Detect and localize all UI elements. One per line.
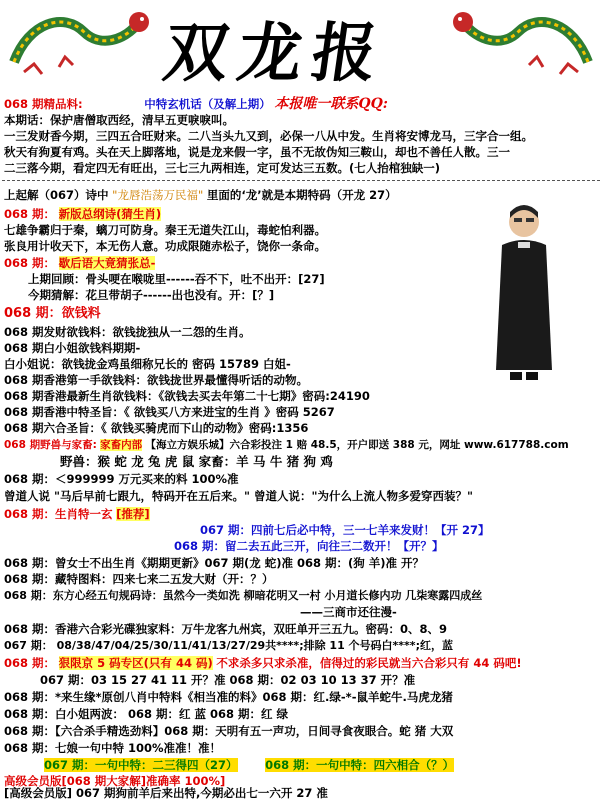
poem-line: 一三发财香今期，三四五合旺财来。二八当头九又到，必保一八从中发。生肖将安博龙马，三字合一组。 [4,129,533,143]
clue-line: 曾道人说 "马后早前七跟九，特码开在五后来。" 曾道人说："为什么上流人物多爱穿西装？" [4,489,473,503]
clue-line: 068 期：曾女士不出生肖《期期更新》067 期(龙 蛇)准 068 期：(狗 羊)准 开？ [4,556,425,570]
section-heading: 068 期： 歇后语大竟猜张总- [4,256,156,270]
dragon-icon [448,2,598,86]
hint-line: 067 期：四前七后必中特，三一七羊来发财！【开 27】 [200,523,490,537]
poem-line: 七雄争霸归于秦，螭刀可防身。秦王无道失江山，毒蛇怕利器。 [4,223,326,237]
qq-line: 068 期精品料: 中特玄机话（及解上期） 本报唯一联系QQ: [4,96,388,112]
clue-line: ——三商市还往漫- [300,605,397,619]
period-phrase: 本期话：保护唐僧取西经，清早五更唳唳叫。 [4,113,234,127]
poem-line: 张良用计收天下，本无伤人意。功成限随赤松子，饶你一条命。 [4,239,326,253]
clue-line: 068 期：东方心经五句规码诗：虽然今一类如洗 柳暗花明又一村 小月道长修内功 几柒寒露四成丝 [4,589,483,602]
ad-line: 068 期野兽与家畜: 家畜内部 【海立方娱乐城】六合彩投注 1 赔 48.5，开户即送 388 元，网址 www.617788.com [4,439,569,451]
dragon-icon [4,2,154,86]
riddle-line: 上期回顾：骨头哽在喉咙里------吞不下，吐不出开：[27] [28,272,325,286]
clue-line: 068 期：香港六合彩光碟独家料：万牛龙客九州宾，双旺单开三五九。密码：0、8、9 [4,622,448,636]
section-heading: 068 期： 新版总纲诗(猜生肖) [4,207,162,221]
section-heading: 068 期：欲钱料 [4,306,101,321]
poem-line: 二三落今期，看定四无有旺出，三七三九两相连，定可发达三五数。(七人抬棺独缺一) [4,161,441,175]
clue-line: 068 期：七娘一句中特 100%准准！准！ [4,741,222,755]
clue-line: 068 期：白小姐两波： 068 期：红 蓝 068 期：红 绿 [4,707,289,721]
clue-line: 068 期香港第一手欲钱料：欲钱拢世界最懂得听话的动物。 [4,373,309,387]
riddle-line: 今期猜解：花旦带胡子------出也没有。开：[？] [28,288,275,302]
divider [2,180,600,181]
section-heading: 高级会员版[068 期大家解]准确率 100%] [4,774,226,788]
clue-line: 068 期：藏特图料：四来七来二五发大财（开：？） [4,572,274,586]
section-heading: 068 期：生肖特一玄 [推荐] [4,507,150,521]
clue-line: 068 期白小姐欲钱料期期- [4,341,141,355]
last-period-note: 上起解（067）诗中 "龙唇浩荡万民福" 里面的‘龙’就是本期特码（开龙 27） [4,188,397,202]
masthead [0,0,602,92]
numbers-line: 067 期：03 15 27 41 11 开？准 068 期：02 03 10 13 37 开？准 [40,673,416,687]
vip-line: [高级会员版] 067 期狗前羊后来出特,今期必出七一六开 27 准 [4,786,328,800]
clue-line: 068 期：＜999999 万元买来的料 100%准 [4,472,239,486]
one-line-hint: 067 期：一句中特：二三得四（27） 068 期：一句中特：四六相合（？） [44,758,455,772]
clue-line: 067 期： 08/38/47/04/25/30/11/41/13/27/29共****;排除 11 个号码白****;红，蓝 [4,639,453,652]
clue-line: 068 期六合圣旨：《 欲钱买骑虎而下山的动物》密码:1356 [4,421,309,435]
clue-line: 068 期香港中特圣旨：《 欲钱买八方来进宝的生肖 》密码 5267 [4,405,335,419]
hint-line: 068 期：留二去五此三开，向往三二数开！【开？】 [174,539,444,553]
clue-line: 068 期香港最新生肖欲钱料：《欲钱去买去年第二十七期》密码:24190 [4,389,370,403]
clue-line: 白小姐说：欲钱拢金鸡虽细称兄长的 密码 15789 白姐- [4,357,291,371]
poem-line: 秋天有狗夏有鸡。头在天上脚落地，说是龙来假一字，虽不无故伪知三鞍山，却也不善任人散。三一 [4,145,510,159]
clue-line: 068 期：【六合杀手精选劲料】068 期：天明有五一声功，日间寻食夜眼合。蛇 猪 大双 [4,724,454,738]
animals-line: 野兽：猴 蛇 龙 兔 虎 鼠 家畜：羊 马 牛 猪 狗 鸡 [60,454,333,469]
page-title: 双龙报 [158,16,392,91]
section-heading: 068 期： 狠限京 5 码专区(只有 44 码) 不求杀多只求杀准，信得过的彩民就当六合彩只有 44 码吧! [4,656,522,670]
clue-line: 068 期发财欲钱料：欲钱拢独从一二怨的生肖。 [4,325,251,339]
clue-line: 068 期：*来生缘*原创八肖中特料《相当准的料》068 期：红.绿-*-鼠羊蛇牛.马虎龙猪 [4,690,453,704]
